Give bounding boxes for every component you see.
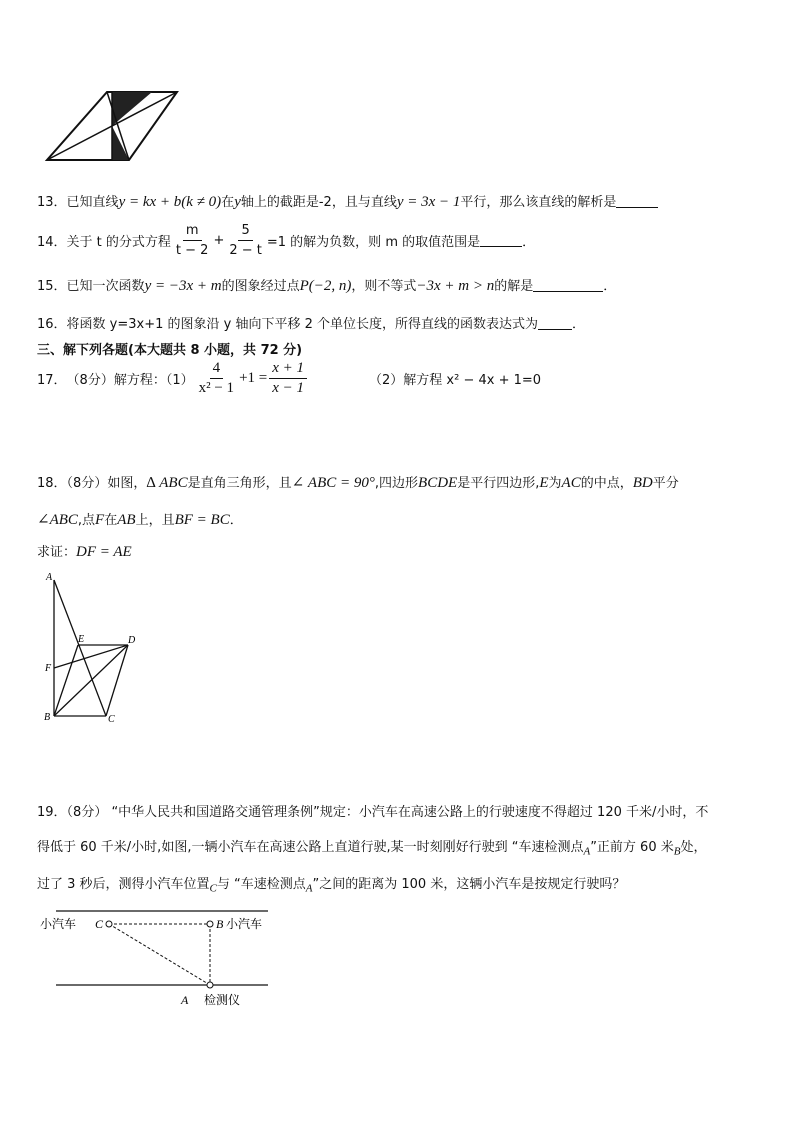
question-number: 15．: [37, 279, 67, 294]
label-car-right: 小汽车: [226, 917, 263, 931]
question-text: 处，: [680, 840, 707, 855]
math-condition: (k ≠ 0): [181, 194, 222, 210]
math-variable: B: [673, 845, 681, 858]
question-text: 已知直线: [66, 195, 119, 210]
question-text: ”之间的距离为 100 米，这辆小汽车是按规定行驶吗？: [312, 877, 626, 892]
question-text: （8分）如图，: [66, 476, 147, 491]
answer-blank[interactable]: [616, 195, 658, 208]
question-text: 轴上的截距是-2，且与直线: [240, 195, 397, 210]
math-expression: BCDE: [418, 475, 458, 491]
question-18-prove: [37, 541, 132, 561]
fraction: [196, 360, 237, 397]
plus-sign: +: [213, 233, 225, 248]
question-text: 关于 t 的分式方程: [66, 235, 171, 250]
answer-blank[interactable]: [533, 279, 603, 292]
question-number: 19．: [37, 805, 67, 820]
punctuation: ．: [603, 279, 617, 294]
question-text: 是平行四边形,: [457, 476, 540, 491]
road-figure-19: [36, 905, 286, 1015]
question-text: （2）解方程 x² − 4x + 1=0: [369, 373, 542, 388]
question-text: 的图象经过点: [221, 279, 300, 294]
fraction-numerator: 4: [210, 360, 224, 379]
math-variable: F: [95, 512, 105, 528]
question-19-line-3: [37, 873, 625, 895]
math-expression: y = 3x − 1: [396, 194, 461, 210]
question-text: 得低于 60 千米/小时,如图,一辆小汽车在高速公路上直道行驶,某一时刻刚好行驶到 “车速检测点: [37, 840, 584, 855]
math-expression: y = kx + b: [118, 194, 182, 210]
question-19-line-1: [37, 801, 708, 820]
question-text: 的中点，: [580, 476, 633, 491]
question-number: 14．: [37, 235, 67, 250]
math-variable: E: [539, 475, 549, 491]
math-expression: y = −3x + m: [144, 278, 222, 294]
fraction: [226, 222, 265, 259]
question-18-line-1: [37, 472, 679, 492]
math-variable: y: [234, 194, 241, 210]
label-C: C: [108, 714, 115, 725]
label-car-left: 小汽车: [40, 917, 77, 931]
question-text: （8分）解方程：（1）: [66, 373, 194, 388]
punctuation: ．: [572, 317, 586, 332]
question-text: 的解是: [494, 279, 534, 294]
math-expression: ∠ ABC = 90°: [291, 475, 375, 491]
math-variable: AC: [561, 475, 581, 491]
question-15: [37, 275, 616, 295]
fraction-denominator: t − 2: [175, 243, 209, 258]
question-16: [37, 313, 585, 332]
question-text: 在: [221, 195, 235, 210]
math-variable: AB: [117, 512, 136, 528]
section-heading: 三、解下列各题(本大题共 8 小题，共 72 分): [37, 343, 303, 358]
label-D: D: [128, 635, 136, 646]
punctuation: ．: [229, 513, 243, 528]
question-text: 平行，那么该直线的解析是: [460, 195, 617, 210]
label-A: A: [181, 993, 189, 1007]
question-13: [37, 191, 658, 211]
label-A: A: [46, 572, 53, 583]
math-variable: C: [209, 882, 217, 895]
answer-blank[interactable]: [480, 234, 522, 247]
question-text: 将函数 y=3x+1 的图象沿 y 轴向下平移 2 个单位长度，所得直线的函数表达式为: [66, 317, 539, 332]
label-C: C: [95, 917, 104, 931]
question-text: 在: [104, 513, 118, 528]
punctuation: ．: [522, 235, 536, 250]
question-text: 是直角三角形，且: [187, 476, 292, 491]
question-text: ”正前方 60 米: [590, 840, 674, 855]
label-B: B: [44, 712, 51, 723]
question-number: 13．: [37, 195, 67, 210]
prove-label: 求证：: [37, 545, 77, 560]
question-text: 过了 3 秒后，测得小汽车位置: [37, 877, 210, 892]
label-B: B: [216, 917, 224, 931]
question-text: 为: [548, 476, 562, 491]
question-18-line-2: [37, 509, 243, 529]
fraction-numerator: 5: [238, 222, 252, 241]
question-14: [37, 222, 535, 259]
label-E: E: [78, 634, 85, 645]
question-text: ，则不等式: [351, 279, 417, 294]
fraction-numerator: m: [183, 222, 202, 241]
question-text: =1 的解为负数，则 m 的取值范围是: [266, 235, 481, 250]
math-variable: BD: [632, 475, 653, 491]
math-expression: +1 =: [239, 370, 268, 386]
fraction-denominator: x² − 1: [198, 380, 235, 396]
fraction: [269, 360, 307, 397]
math-expression: DF = AE: [76, 544, 132, 560]
math-inequality: −3x + m > n: [416, 278, 495, 294]
geometry-figure-18: [38, 568, 148, 728]
question-17: [37, 360, 541, 397]
answer-blank[interactable]: [538, 317, 572, 330]
math-variable: A: [305, 882, 313, 895]
shaded-rhombus-figure: [40, 88, 190, 166]
question-text: ,四边形: [374, 476, 419, 491]
question-number: 17．: [37, 373, 67, 388]
math-expression: ∆ ABC: [146, 475, 188, 491]
question-text: 已知一次函数: [66, 279, 145, 294]
question-number: 16．: [37, 317, 67, 332]
question-number: 18．: [37, 476, 67, 491]
question-text: ,点: [77, 513, 96, 528]
math-variable: A: [583, 845, 591, 858]
question-text: （8分） “中华人民共和国道路交通管理条例”规定：小汽车在高速公路上的行驶速度不得超过 120 千米/小时，不: [66, 805, 709, 820]
question-text: 上，且: [135, 513, 175, 528]
fraction-denominator: 2 − t: [229, 243, 262, 258]
math-expression: BF = BC: [174, 512, 230, 528]
math-expression: ∠ABC: [37, 512, 78, 528]
fraction-denominator: x − 1: [272, 380, 305, 396]
question-19-line-2: [37, 836, 706, 858]
fraction-numerator: x + 1: [269, 360, 307, 379]
fraction: [173, 222, 212, 259]
question-text: 与 “车速检测点: [216, 877, 306, 892]
label-detector: 检测仪: [204, 993, 241, 1007]
question-text: 平分: [652, 476, 679, 491]
label-F: F: [45, 663, 52, 674]
math-point: P(−2, n): [299, 278, 352, 294]
